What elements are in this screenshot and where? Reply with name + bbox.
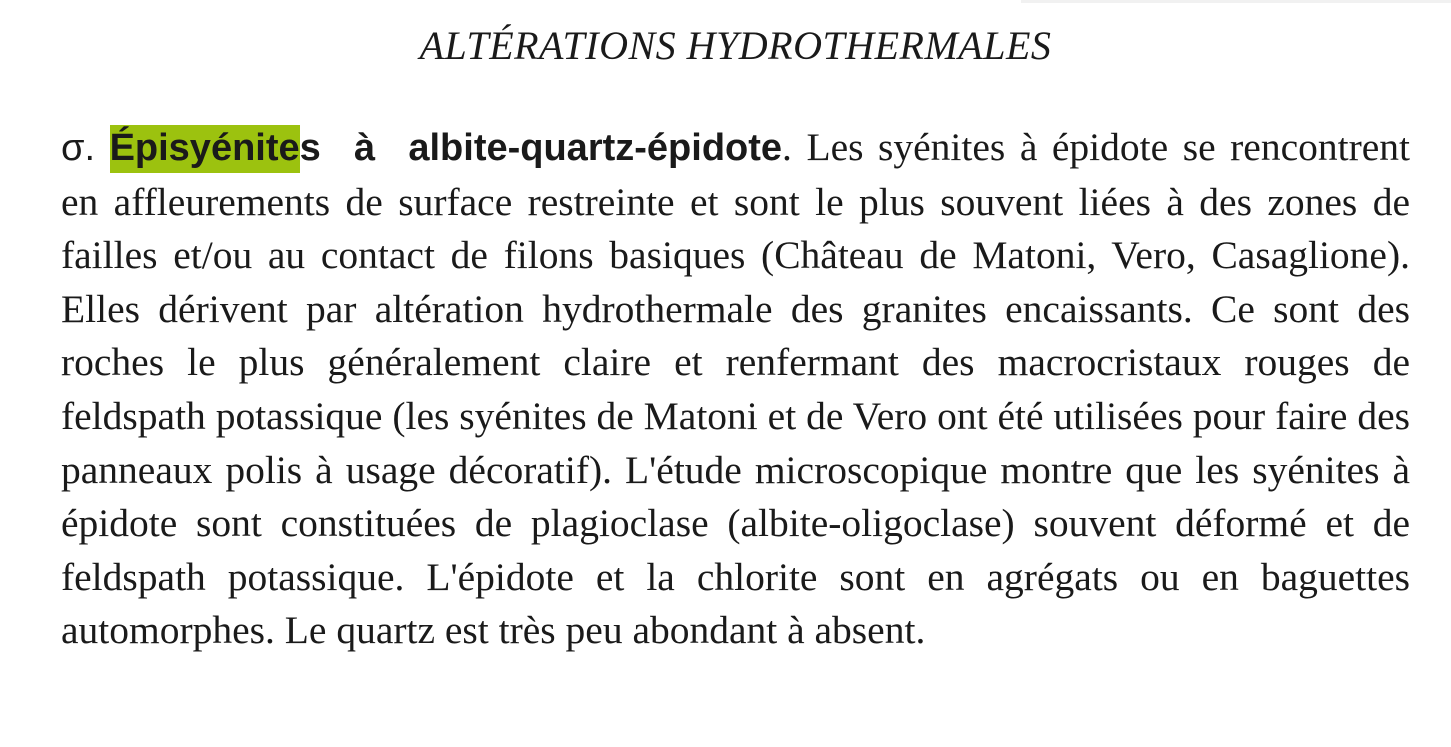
- running-head: ALTÉRATIONS HYDROTHERMALES: [419, 23, 1052, 68]
- highlighted-term[interactable]: Épisyénite: [110, 125, 300, 173]
- section-body: Les syénites à épidote se rencontrent en affleurements de surface restreinte et sont le plus souvent liées à des zones de failles et/ou au contact de filons basiques (Château de Matoni, Vero, Casaglione). Elles dérivent par altération hydrothermale des granites encaissants. Ce sont des roches le plus généralement claire et renfermant des macrocristaux rouges de feldspath potassique (les syénites de Matoni et de Vero ont été utilisées pour faire des panneaux polis à usage décoratif). L'étude microscopique montre que les syénites à épidote sont constituées de plagioclase (albite-oligoclase) souvent déformé et de feldspath potassique. L'épidote et la chlorite sont en agrégats ou en baguettes automorphes. Le quartz est très peu abondant à absent.: [61, 125, 1411, 653]
- section-marker: σ.: [61, 127, 96, 169]
- section-heading-rest: s à albite-quartz-épidote: [299, 127, 783, 169]
- heading-terminator: .: [782, 125, 792, 169]
- section-paragraph: [61, 121, 1410, 658]
- section-heading: [110, 125, 782, 173]
- top-edge-strip: [1021, 0, 1451, 3]
